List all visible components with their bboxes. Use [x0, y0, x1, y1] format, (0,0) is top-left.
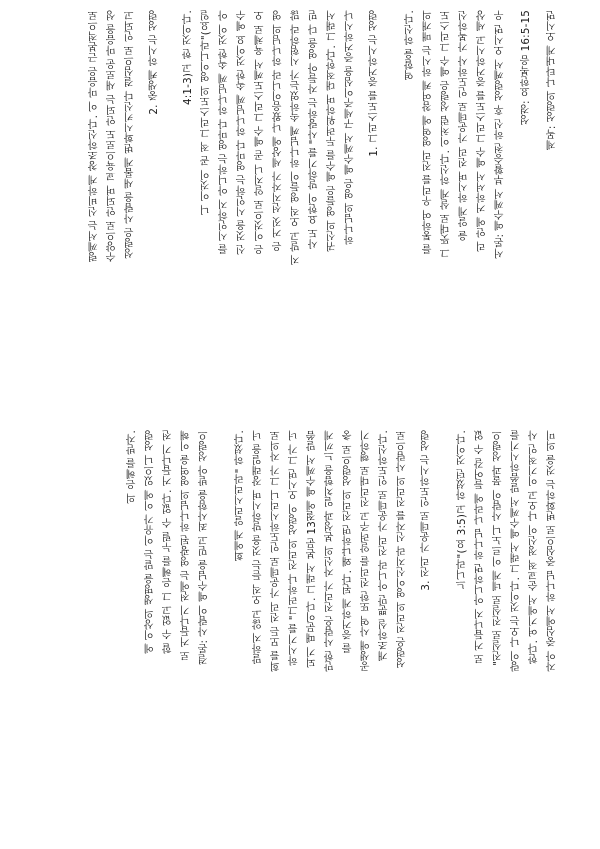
text-column [290, 10, 303, 265]
text-column [252, 430, 265, 664]
text-column [378, 430, 391, 661]
text-column [124, 10, 137, 258]
text-column [342, 430, 355, 654]
text-column [218, 10, 231, 255]
text-column [368, 10, 381, 157]
text-line: 그 뜻대로 살게 하신다. 이처럼 성령은 예수 그리스도 [440, 10, 452, 259]
text-column [234, 430, 247, 561]
text-line: 공생애 사역 또한 진리를 알려주고 진리대로 행하기 [360, 430, 372, 672]
scripture-line: 성경: 요한복음 16:5-15 [520, 10, 532, 125]
text-column [528, 430, 541, 664]
text-line: 개조하실 뿐만 아니라 진리 가운데로 인도하신다. [378, 430, 390, 661]
text-line: 로 거듭나기 전에는 영광된 하나님의 영역을 이해 [180, 430, 192, 661]
text-line: 하시기를 "그러하나 진리의 성령이 오시면 그가 너 [288, 430, 300, 666]
text-line: 되기 때문이다. 그래서 본문 13절에 예수께서 말씀 [306, 430, 318, 668]
text-line: 를 시인하지 아니하는 영마다 하나님께 속한 것이 아 [218, 10, 230, 255]
text-line: 만한 사람은 진리가 자신의 본성과 일치함을 느끼게 [324, 430, 336, 672]
text-line: 니 이것이 곧 적 그리스도의 영이니라"(요일 [200, 10, 212, 216]
text-column [440, 10, 453, 258]
text-column [126, 430, 139, 503]
text-column [182, 10, 195, 105]
text-column [404, 10, 417, 80]
text-line: 4:1-3)고 한 것이다. [182, 10, 194, 105]
text-column [200, 10, 213, 215]
text-column [148, 10, 161, 115]
text-line: 희를 모든 진리 가운데로 인도하시리니 그가 자의로 [270, 430, 282, 672]
text-column [88, 10, 101, 262]
text-column [308, 10, 321, 249]
text-line: 수양으로 안되며 교육으로도 안되는 새로운 마음을 성 [106, 10, 118, 262]
text-column [306, 430, 319, 667]
text-column [344, 10, 357, 244]
text-line: "진실로 진실로 네게 이르노니 사람이 물과 성령으 [492, 430, 504, 666]
text-line: 희에게 알리시리라" 하셨다. [234, 430, 246, 561]
section-heading: 2. 중생케 하시는 성령 [148, 10, 160, 115]
text-column [546, 430, 559, 671]
text-column [494, 10, 507, 258]
text-column [520, 10, 533, 125]
section-heading: 1. 그리스도를 증거하시는 성령 [368, 10, 380, 157]
text-column [288, 430, 301, 666]
text-column [420, 430, 433, 591]
text-column [236, 10, 249, 255]
text-line: 할 수 없고 그 은혜를 누릴 수 없다. 거듭나기 전 [162, 430, 174, 654]
text-line: 를 증거하게 된다. 왜냐하면 진리의 성령으로 충 [342, 430, 354, 654]
section-heading: 3. 진리 가운데로 인도하시는 성령 [420, 430, 432, 591]
text-column [458, 10, 471, 241]
text-column [546, 10, 559, 150]
text-line: 리 안에 거하셔서 예수 그리스도를 증거하시고 세상 [476, 10, 488, 252]
text-column [476, 10, 489, 251]
text-column [510, 430, 523, 671]
text-line: 자아 중심에서 하나님 중심으로 변화하는 것을 의미 [546, 430, 558, 672]
text-line: 은 거짓 선지자가 세상에 나왔음이니라 하나님의 영 [272, 10, 284, 252]
text-line: 은 이것으로 알지니 곧 예수 그리스도께서 육체로 오 [254, 10, 266, 255]
text-column [456, 430, 469, 590]
title-line: 제목: 성령의 나타내게 오시면 [546, 10, 558, 151]
text-column [180, 430, 193, 661]
text-column [254, 10, 267, 255]
text-line: 서론: 예수께서 부활승천 하신 후 성령께서 오시면 우 [494, 10, 506, 259]
text-line: 의 은혜를 받자. [126, 430, 138, 504]
text-column [422, 10, 435, 255]
text-line: 성령은 사람을 새롭게 변화시키신다 결심으로 인되고 [124, 10, 136, 259]
text-column [360, 430, 373, 671]
text-line: 역할을 하신다. [404, 10, 416, 80]
text-column [474, 430, 487, 664]
text-line: 귀신의 영들은 예수를 두려워하며 대적한다. 그래서 [326, 10, 338, 252]
text-column [162, 430, 175, 654]
text-line: 에 이상의 생명을 맡는 이유가 이에 있으니 성령 [144, 430, 156, 654]
text-column [324, 430, 337, 671]
text-line: 랑이 나오는 것이다. 그래서 예수께서 말씀하시기를 [510, 430, 522, 672]
text-line: 을 알게 하시며 진리 가운데로 인도하사 가복하신 [458, 10, 470, 241]
text-line: 한다. 여기에서 순교적 정신이 나오고 이기적인 사 [528, 430, 540, 665]
text-line: 로 거듭나지 아니하면 하나님 나라에 들어갈 수 없 [474, 430, 486, 665]
text-line: 사도 요한이 말하기를 "사랑하는 자들아 영을 다 믿 [308, 10, 320, 250]
text-line: 지 말고 오직 영들이 하나님께 속하였는가 시험하라 많 [290, 10, 302, 266]
text-column [270, 430, 283, 671]
text-column [144, 430, 157, 654]
text-column [198, 430, 211, 665]
text-line: 하나님의 영은 예수께서 구세주이심을 증거하시나 [344, 10, 356, 245]
text-line: 령께서는 신비하게 창조하신다. 이 마음은 근본적으로 [88, 10, 100, 262]
text-line: 성령은 진리의 영이신지라 신자를 진리의 사람으로 [396, 430, 408, 668]
text-column [492, 430, 505, 666]
text-column [272, 10, 285, 251]
conclusion-line: 결론: 사람이 예수님을 믿고 죄사함을 받아 성령으 [198, 430, 210, 665]
text-line: 신 것을 시인하는 영마다 하나님께 속한 것이요 예수 [236, 10, 248, 255]
text-line: 를 통하여 우리를 진리 영역에 참여케 하시는 매개의 [422, 10, 434, 255]
text-line: 느니라"(요 3:5)고 하셨던 것이다. [456, 430, 468, 590]
text-column [326, 10, 339, 251]
text-column [106, 10, 119, 262]
text-column [396, 430, 409, 668]
text-line: 말하지 않고 오직 듣는 것을 말하시며 장래일을 너 [252, 430, 264, 665]
